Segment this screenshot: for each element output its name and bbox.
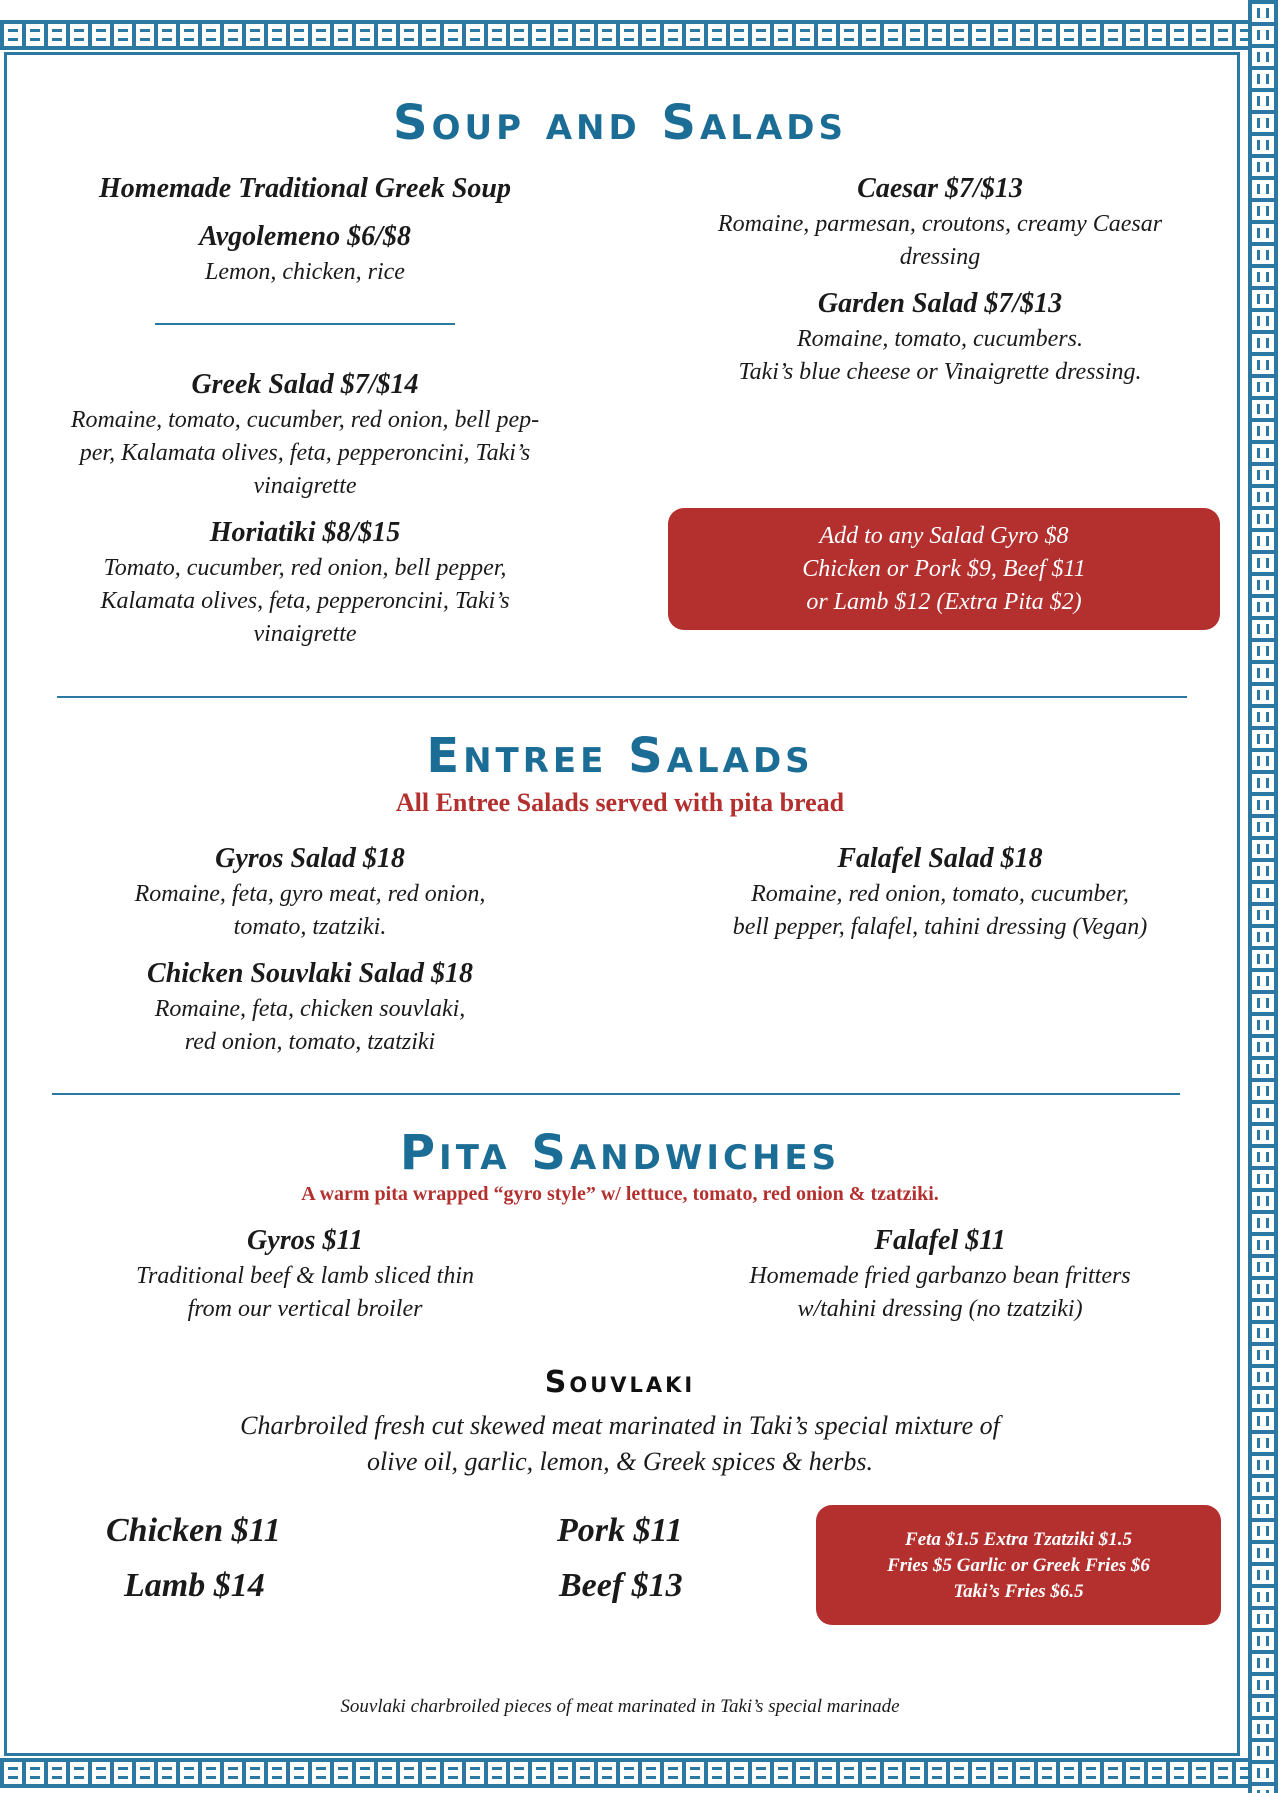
divider-2 (52, 1093, 1180, 1095)
menu-item-garden-salad (660, 285, 1220, 389)
addon-line: or Lamb $12 (Extra Pita $2) (806, 589, 1082, 615)
divider-1 (57, 696, 1187, 698)
item-desc: w/tahini dressing (no tzatziki) (797, 1296, 1083, 1322)
item-desc: dressing (899, 244, 981, 270)
item-desc: vinaigrette (253, 473, 357, 499)
menu-item-caesar (660, 170, 1220, 274)
addon-line: Add to any Salad Gyro $8 (819, 523, 1069, 549)
addon-line: Chicken or Pork $9, Beef $11 (802, 556, 1086, 582)
souvlaki-chicken: Chicken $11 (106, 1512, 281, 1549)
salad-addon-box (668, 508, 1220, 630)
item-name: Falafel Salad $18 (837, 843, 1043, 874)
item-desc: Romaine, red onion, tomato, cucumber, (751, 881, 1129, 907)
item-desc: Romaine, parmesan, croutons, creamy Caesar (717, 211, 1163, 237)
menu-item-falafel (680, 1222, 1200, 1326)
souvlaki-desc-line: Charbroiled fresh cut skewed meat marinated in Taki’s special mixture of (240, 1411, 1000, 1440)
extras-line: Feta $1.5 Extra Tzatziki $1.5 (905, 1529, 1132, 1550)
extras-line: Taki’s Fries $6.5 (953, 1581, 1084, 1602)
souvlaki-title: Souvlaki (544, 1365, 696, 1400)
entree-subtitle: All Entree Salads served with pita bread (395, 788, 845, 817)
extras-line: Fries $5 Garlic or Greek Fries $6 (887, 1555, 1150, 1576)
item-desc: Tomato, cucumber, red onion, bell pepper, (103, 555, 507, 581)
item-name: Greek Salad $7/$14 (191, 369, 419, 400)
item-name: Falafel $11 (874, 1225, 1006, 1256)
souvlaki-desc-line: olive oil, garlic, lemon, & Greek spices & herbs. (367, 1447, 873, 1476)
menu-item-gyros-salad (60, 840, 560, 944)
item-desc: red onion, tomato, tzatziki (184, 1029, 436, 1055)
item-desc: vinaigrette (253, 621, 357, 647)
pita-subtitle: A warm pita wrapped “gyro style” w/ lettuce, tomato, red onion & tzatziki. (301, 1183, 939, 1205)
divider-short (155, 323, 455, 325)
item-desc: Romaine, tomato, cucumber, red onion, bell pep- (70, 407, 540, 433)
souvlaki-description (0, 1408, 1240, 1480)
souvlaki-lamb: Lamb $14 (124, 1567, 265, 1604)
item-name: Chicken Souvlaki Salad $18 (147, 958, 473, 989)
item-name: Horiatiki $8/$15 (209, 517, 401, 548)
item-desc: per, Kalamata olives, feta, pepperoncini, Taki’s (79, 440, 531, 466)
item-desc: Romaine, feta, gyro meat, red onion, (134, 881, 486, 907)
section-title-pita-sandwiches: Pita Sandwiches (399, 1125, 841, 1181)
menu-item-gyros (60, 1222, 550, 1326)
soup-heading (40, 170, 570, 208)
souvlaki-pork: Pork $11 (557, 1512, 683, 1549)
extras-box (816, 1505, 1221, 1625)
item-desc: Romaine, feta, chicken souvlaki, (154, 996, 466, 1022)
menu-item-horiatiki (20, 514, 590, 651)
section-title-soup-salads: Soup and Salads (393, 95, 847, 151)
menu-item-falafel-salad (660, 840, 1220, 944)
item-name: Garden Salad $7/$13 (817, 288, 1063, 319)
item-desc: Traditional beef & lamb sliced thin (136, 1263, 474, 1289)
item-desc: Kalamata olives, feta, pepperoncini, Taki’s (100, 588, 510, 614)
item-name: Gyros $11 (247, 1225, 363, 1256)
item-desc: from our vertical broiler (187, 1296, 423, 1322)
item-desc: Lemon, chicken, rice (205, 259, 405, 285)
greek-key-border-top (0, 20, 1275, 50)
menu-item-greek-salad (20, 366, 590, 503)
menu-item-chicken-souvlaki-salad (60, 955, 560, 1059)
greek-key-border-bottom (0, 1758, 1275, 1788)
item-name: Caesar $7/$13 (857, 173, 1023, 204)
footer-note: Souvlaki charbroiled pieces of meat marinated in Taki’s special marinade (340, 1696, 900, 1717)
item-desc: Romaine, tomato, cucumbers. (797, 326, 1083, 352)
greek-key-border-right (1248, 0, 1278, 1793)
item-desc: tomato, tzatziki. (233, 914, 387, 940)
item-desc: bell pepper, falafel, tahini dressing (Vegan) (732, 914, 1148, 940)
section-title-entree-salads: Entree Salads (426, 728, 814, 784)
item-desc: Taki’s blue cheese or Vinaigrette dressing. (738, 359, 1142, 385)
item-name: Avgolemeno $6/$8 (199, 221, 411, 252)
souvlaki-beef: Beef $13 (559, 1567, 683, 1604)
soup-heading-text: Homemade Traditional Greek Soup (99, 173, 511, 204)
menu-item-avgolemeno (40, 218, 570, 289)
item-desc: Homemade fried garbanzo bean fritters (749, 1263, 1131, 1289)
item-name: Gyros Salad $18 (215, 843, 405, 874)
